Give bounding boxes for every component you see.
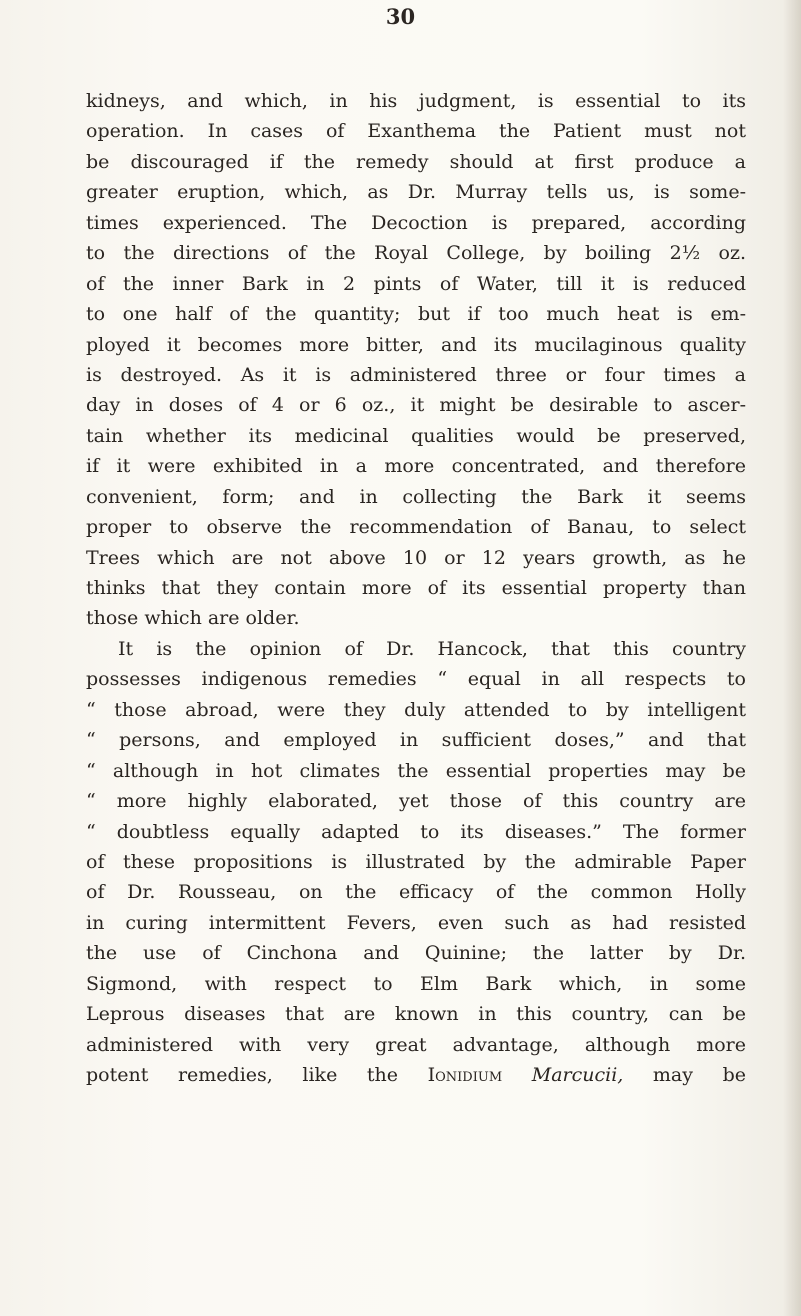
plant-genus-smallcaps: Ionidium bbox=[427, 1064, 503, 1086]
text-line: tain whether its medicinal qualities would be preserved, bbox=[86, 424, 746, 447]
text-line: operation. In cases of Exanthema the Patient must not bbox=[86, 120, 746, 143]
text-line: of Dr. Rousseau, on the efficacy of the common Holly bbox=[86, 881, 746, 904]
text-line: “ those abroad, were they duly attended to by intelligent bbox=[86, 698, 746, 721]
body-text bbox=[86, 86, 746, 1090]
text-line: if it were exhibited in a more concentrated, and therefore bbox=[86, 455, 746, 478]
page-edge-shadow bbox=[783, 0, 801, 1316]
text-line: kidneys, and which, in his judgment, is essential to its bbox=[86, 90, 746, 112]
text-line: “ persons, and employed in sufficient doses,” and that bbox=[86, 729, 746, 752]
text-line: “ although in hot climates the essential properties may be bbox=[86, 759, 746, 782]
text-line: of these propositions is illustrated by the admirable Paper bbox=[86, 850, 746, 873]
text-line: times experienced. The Decoction is prepared, according bbox=[86, 211, 746, 234]
page-number: 30 bbox=[385, 4, 416, 29]
text-line: “ doubtless equally adapted to its diseases.” The former bbox=[86, 820, 746, 843]
text-line: to one half of the quantity; but if too much heat is em- bbox=[86, 303, 746, 326]
text-line: greater eruption, which, as Dr. Murray tells us, is some- bbox=[86, 181, 746, 204]
species-name-italic: Marcucii, bbox=[531, 1064, 624, 1086]
text-line: of the inner Bark in 2 pints of Water, till it is reduced bbox=[86, 272, 746, 295]
text-line: thinks that they contain more of its essential property than bbox=[86, 577, 746, 599]
final-line-start: potent remedies, like the bbox=[86, 1064, 428, 1086]
text-line: convenient, form; and in collecting the Bark it seems bbox=[86, 485, 746, 508]
final-line-space bbox=[502, 1064, 532, 1086]
text-line: administered with very great advantage, although more bbox=[86, 1033, 746, 1056]
text-line: to the directions of the Royal College, by boiling 2½ oz. bbox=[86, 242, 746, 265]
text-line: be discouraged if the remedy should at first produce a bbox=[86, 150, 746, 173]
text-line: in curing intermittent Fevers, even such as had resisted bbox=[86, 911, 746, 934]
text-line: day in doses of 4 or 6 oz., it might be desirable to ascer- bbox=[86, 394, 746, 417]
text-line: the use of Cinchona and Quinine; the latter by Dr. bbox=[86, 942, 746, 965]
text-line: Trees which are not above 10 or 12 years growth, as he bbox=[86, 546, 746, 569]
paragraph-start-line: It is the opinion of Dr. Hancock, that this country bbox=[118, 637, 746, 660]
text-line: proper to observe the recommendation of Banau, to select bbox=[86, 516, 746, 539]
text-line: “ more highly elaborated, yet those of this country are bbox=[86, 790, 746, 813]
text-line: Leprous diseases that are known in this country, can be bbox=[86, 1003, 746, 1026]
text-line: possesses indigenous remedies “ equal in all respects to bbox=[86, 668, 746, 691]
text-line: is destroyed. As it is administered three or four times a bbox=[86, 363, 746, 386]
text-line: Sigmond, with respect to Elm Bark which, in some bbox=[86, 972, 746, 995]
text-line: ployed it becomes more bitter, and its mucilaginous quality bbox=[86, 333, 746, 356]
final-text-line bbox=[86, 1060, 746, 1090]
final-line-end: may be bbox=[623, 1064, 746, 1086]
paragraph-end-line: those which are older. bbox=[86, 607, 300, 630]
